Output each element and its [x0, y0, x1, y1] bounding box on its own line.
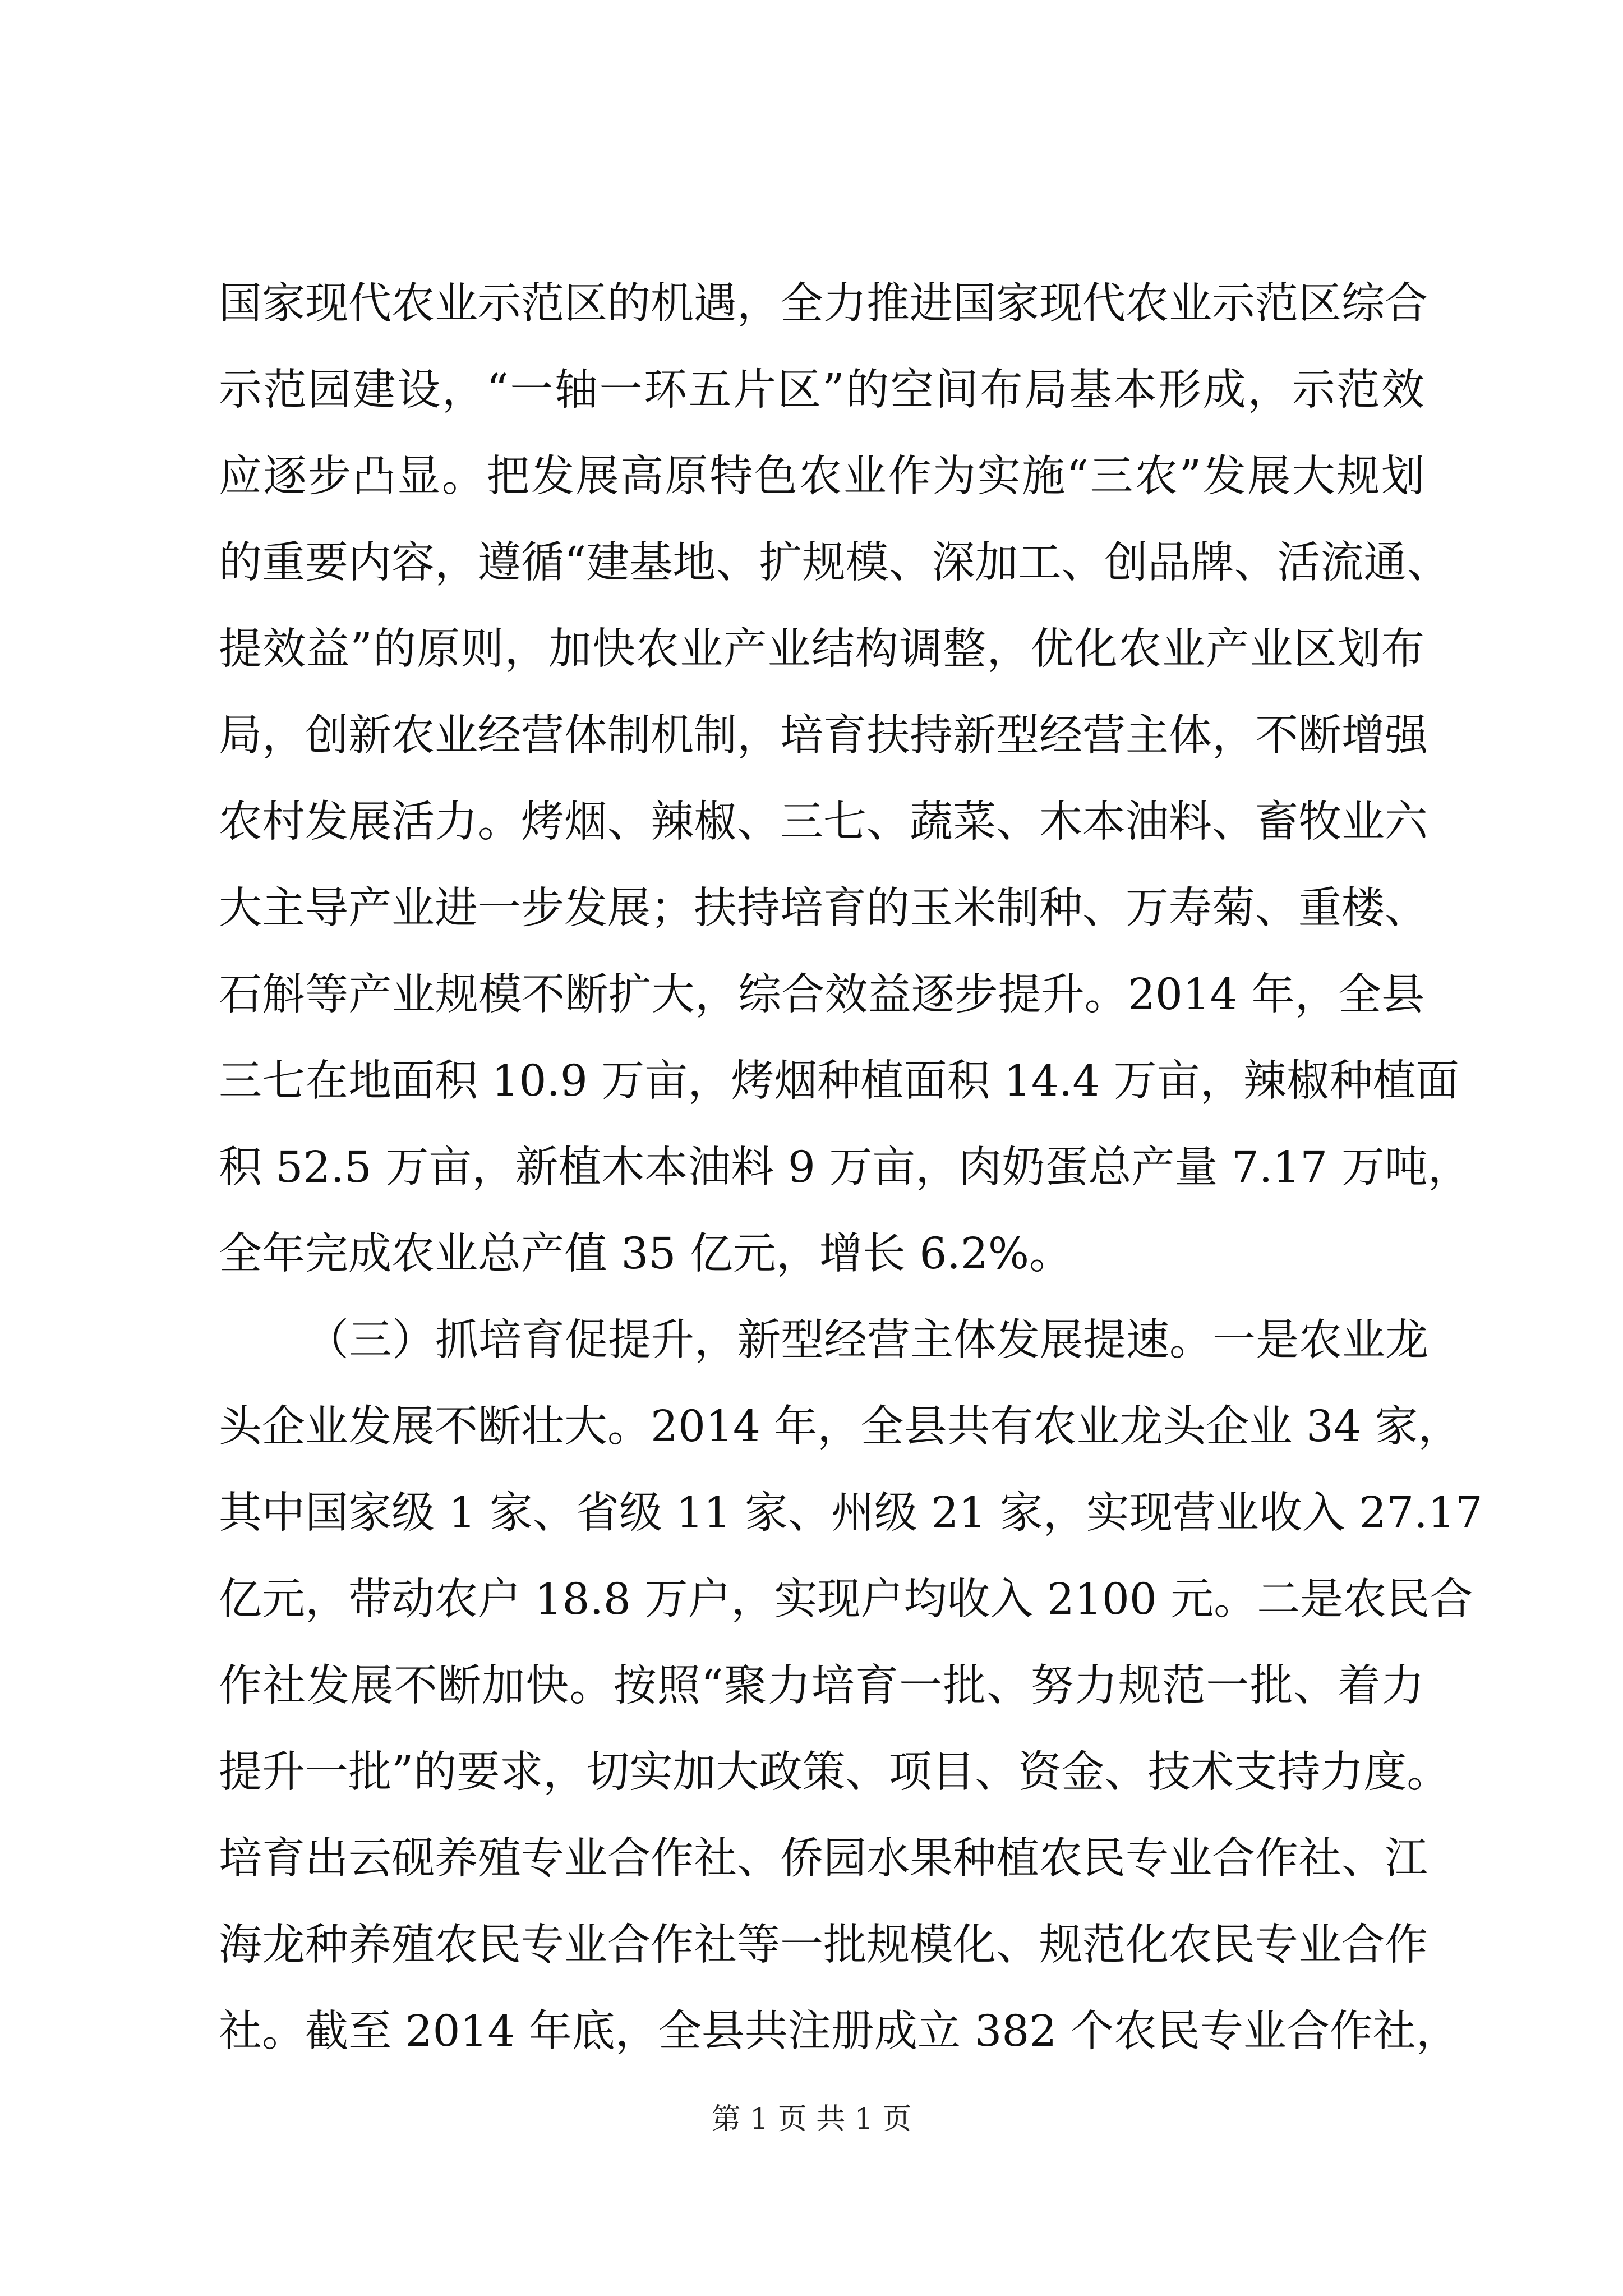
text-line: 其中国家级 1 家、省级 11 家、州级 21 家，实现营业收入 27.17	[219, 1488, 1483, 1538]
text-line: 亿元，带动农户 18.8 万户，实现户均收入 2100 元。二是农民合	[219, 1575, 1473, 1625]
text-line: 国家现代农业示范区的机遇，全力推进国家现代农业示范区综合	[219, 279, 1428, 329]
paragraph-first-line: （三）抓培育促提升，新型经营主体发展提速。一是农业龙	[306, 1315, 1428, 1365]
text-line: 石斛等产业规模不断扩大，综合效益逐步提升。2014 年，全县	[219, 970, 1424, 1020]
text-line: 积 52.5 万亩，新植木本油料 9 万亩，肉奶蛋总产量 7.17 万吨，	[219, 1143, 1471, 1193]
text-line: 局，创新农业经营体制机制，培育扶持新型经营主体，不断增强	[219, 711, 1428, 761]
text-line: 提升一批”的要求，切实加大政策、项目、资金、技术支持力度。	[219, 1747, 1450, 1797]
text-line: 应逐步凸显。把发展高原特色农业作为实施“三农”发展大规划	[219, 452, 1424, 501]
text-line: 提效益”的原则，加快农业产业结构调整，优化农业产业区划布	[219, 624, 1424, 674]
text-line: 培育出云砚养殖专业合作社、侨园水果种植农民专业合作社、江	[219, 1834, 1428, 1884]
page-footer: 第 1 页 共 1 页	[711, 2102, 912, 2136]
text-line: 大主导产业进一步发展；扶持培育的玉米制种、万寿菊、重楼、	[219, 884, 1428, 933]
text-line: 头企业发展不断壮大。2014 年，全县共有农业龙头企业 34 家，	[219, 1402, 1461, 1452]
text-line: 示范园建设，“一轴一环五片区”的空间布局基本形成，示范效	[219, 365, 1424, 415]
text-line: 农村发展活力。烤烟、辣椒、三七、蔬菜、木本油料、畜牧业六	[219, 797, 1428, 847]
text-line: 三七在地面积 10.9 万亩，烤烟种植面积 14.4 万亩，辣椒种植面	[219, 1056, 1459, 1106]
text-line: 全年完成农业总产值 35 亿元，增长 6.2%。	[219, 1229, 1073, 1279]
text-line: 海龙种养殖农民专业合作社等一批规模化、规范化农民专业合作	[219, 1920, 1428, 1970]
text-line: 的重要内容，遵循“建基地、扩规模、深加工、创品牌、活流通、	[219, 538, 1450, 588]
text-line: 作社发展不断加快。按照“聚力培育一批、努力规范一批、着力	[219, 1661, 1424, 1711]
text-line: 社。截至 2014 年底，全县共注册成立 382 个农民专业合作社，	[219, 2007, 1459, 2056]
